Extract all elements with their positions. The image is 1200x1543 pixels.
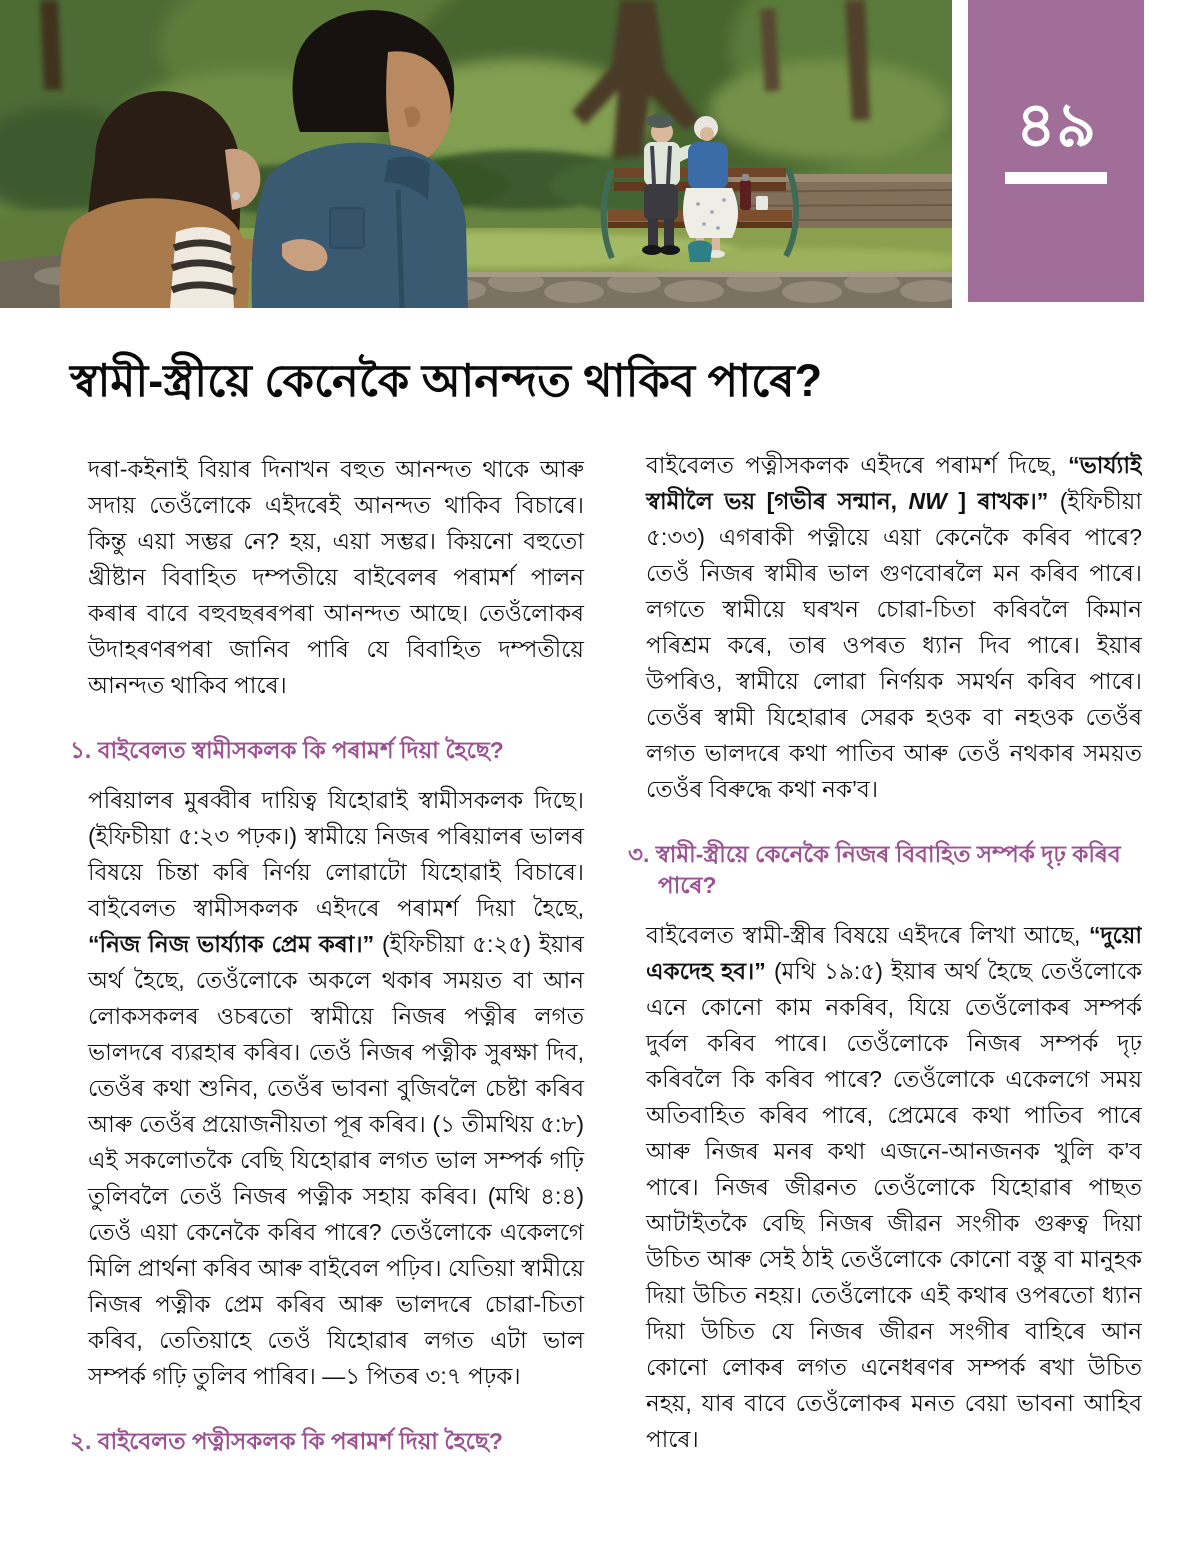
section-2-paragraph (646, 447, 1142, 807)
bag (688, 241, 712, 263)
article-columns (70, 447, 1142, 1515)
lesson-content (0, 352, 1200, 1515)
text-run: (মথি ১৯:৫) ইয়াৰ অৰ্থ হৈছে তেওঁলোকে এনে কোনো কাম নকৰিব, যিয়ে তেওঁলোকৰ সম্পৰ্ক দুৰ্বল কৰিব পাৰে। তেওঁলোকে নিজৰ সম্পৰ্ক দৃঢ় কৰিবলৈ কি কৰিব পাৰে? তেওঁলোকে একেলগে সময় অতিবাহিত কৰিব পাৰে, প্ৰেমেৰে কথা পাতিব পাৰে আৰু নিজৰ মনৰ কথা এজনে-আনজনক খুলি ক’ব পাৰে। নিজৰ জীৱনত তেওঁলোকে যিহোৱাৰ পাছত আটাইতকৈ বেছি নিজৰ জীৱন সংগীক গুৰুত্ব দিয়া উচিত আৰু সেই ঠাই তেওঁলোকে কোনো বস্তু বা মানুহক দিয়া উচিত নহয়। তেওঁলোকে এই কথাৰ ওপৰতো ধ্যান দিয়া উচিত যে নিজৰ জীৱন সংগীৰ বাহিৰে আন কোনো লোকৰ লগত এনেধৰণৰ সম্পৰ্ক ৰখা উচিত নহয়, যাৰ বাবে তেওঁলোকৰ মনত বেয়া ভাবনা আহিব পাৰে। (646, 957, 1142, 1452)
park-scene-illustration (0, 0, 952, 308)
text-run: পৰিয়ালৰ মুৰব্বীৰ দায়িত্ব যিহোৱাই স্বামীসকলক দিছে। (ইফিচীয়া ৫:২৩ পঢ়ক।) স্বামীয়ে নিজৰ পৰিয়ালৰ ভালৰ বিষয়ে চিন্তা কৰি নিৰ্ণয় লোৱাটো যিহোৱাই বিচাৰে। বাইবেলত স্বামীসকলক এইদৰে পৰামৰ্শ দিয়া হৈছে, (88, 786, 584, 921)
scripture-quote: “দুয়ো একদেহ হব।” (646, 921, 1142, 984)
section-2-heading: ২. বাইবেলত পত্নীসকলক কি পৰামৰ্শ দিয়া হৈছে? (70, 1427, 503, 1454)
hero-photo (0, 0, 952, 308)
scripture-quote: “নিজ নিজ ভাৰ্য্যাক প্ৰেম কৰা।” (88, 930, 375, 957)
page-number-underline (1005, 172, 1107, 184)
page-number: ৪৯ (1015, 91, 1097, 160)
section-1-paragraph (88, 782, 584, 1394)
text-run: বাইবেলত স্বামী-স্ত্ৰীৰ বিষয়ে এইদৰে লিখা আছে, (646, 921, 1089, 948)
section-3-heading: ৩. স্বামী-স্ত্ৰীয়ে কেনেকৈ নিজৰ বিবাহিত সম্পৰ্ক দৃঢ় কৰিব পাৰে? (628, 840, 1121, 898)
thermos (740, 180, 751, 210)
text-run: (ইফিচীয়া ৫:৩৩) এগৰাকী পত্নীয়ে এয়া কেনেকৈ কৰিব পাৰে? তেওঁ নিজৰ স্বামীৰ ভাল গুণবোৰলৈ মন কৰিব পাৰে। লগতে স্বামীয়ে ঘৰখন চোৱা-চিতা কৰিবলৈ কিমান পৰিশ্ৰম কৰে, তাৰ ওপৰত ধ্যান দিব পাৰে। ইয়াৰ উপৰিও, স্বামীয়ে লোৱা নিৰ্ণয়ক সমৰ্থন কৰিব পাৰে। তেওঁৰ স্বামী যিহোৱাৰ সেৱক হওক বা নহওক তেওঁৰ লগত ভালদৰে কথা পাতিব আৰু তেওঁ নথকাৰ সময়ত তেওঁৰ বিৰুদ্ধে কথা নক’ব। (646, 487, 1142, 802)
text-run: বাইবেলত পত্নীসকলক এইদৰে পৰামৰ্শ দিছে, (646, 451, 1069, 478)
page-number-block (968, 0, 1144, 302)
section-3-paragraph (646, 917, 1142, 1457)
section-1-heading: ১. বাইবেলত স্বামীসকলক কি পৰামৰ্শ দিয়া হৈছে? (70, 736, 504, 763)
page-title: স্বামী-স্ত্ৰীয়ে কেনেকৈ আনন্দত থাকিব পাৰে? (70, 355, 823, 406)
translation-abbreviation: NW (908, 487, 947, 514)
text-run: (ইফিচীয়া ৫:২৫) ইয়াৰ অৰ্থ হৈছে, তেওঁলোকে অকলে থকাৰ সময়ত বা আন লোকসকলৰ ওচৰতো স্বামীয়ে নিজৰ পত্নীৰ লগত ভালদৰে ব্যৱহাৰ কৰিব। তেওঁ নিজৰ পত্নীক সুৰক্ষা দিব, তেওঁৰ কথা শুনিব, তেওঁৰ ভাবনা বুজিবলৈ চেষ্টা কৰিব আৰু তেওঁৰ প্ৰয়োজনীয়তা পূৰ কৰিব। (১ তীমথিয় ৫:৮) এই সকলোতকৈ বেছি যিহোৱাৰ লগত ভাল সম্পৰ্ক গঢ়ি তুলিবলৈ তেওঁ নিজৰ পত্নীক সহায় কৰিব। (মথি ৪:৪) তেওঁ এয়া কেনেকৈ কৰিব পাৰে? তেওঁলোকে একেলগে মিলি প্ৰাৰ্থনা কৰিব আৰু বাইবেল পঢ়িব। যেতিয়া স্বামীয়ে নিজৰ পত্নীক প্ৰেম কৰিব আৰু ভালদৰে চোৱা-চিতা কৰিব, তেতিয়াহে তেওঁ যিহোৱাৰ লগত এটা ভাল সম্পৰ্ক গঢ়ি তুলিব পাৰিব। —১ পিতৰ ৩:৭ পঢ়ক। (88, 930, 584, 1389)
intro-paragraph: দৰা-কইনাই বিয়াৰ দিনাখন বহুত আনন্দত থাকে আৰু সদায় তেওঁলোকে এইদৰেই আনন্দত থাকিব বিচাৰে। কিন্তু এয়া সম্ভৱ নে? হয়, এয়া সম্ভৱ। কিয়নো বহুতো খ্ৰীষ্টান বিবাহিত দম্পতীয়ে বাইবেলৰ পৰামৰ্শ পালন কৰাৰ বাবে বহুবছৰৰপৰা আনন্দত আছে। তেওঁলোকৰ উদাহৰণৰপৰা জানিব পাৰি যে বিবাহিত দম্পতীয়ে আনন্দত থাকিব পাৰে। (88, 455, 584, 698)
page-header (0, 0, 1200, 308)
scripture-quote: ] ৰাখক।” (946, 487, 1049, 514)
scripture-quote: “ভাৰ্য্যাই স্বামীলৈ ভয় [গভীৰ সন্মান, (646, 451, 1142, 514)
